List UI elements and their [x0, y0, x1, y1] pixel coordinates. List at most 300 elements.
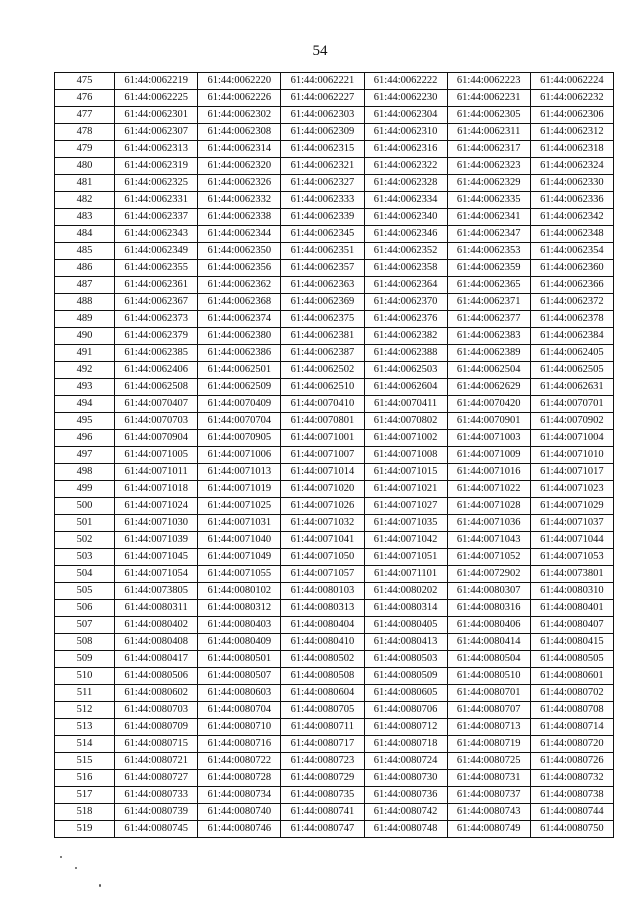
cadastral-number-cell: 61:44:0071050 [281, 549, 364, 566]
cadastral-number-cell: 61:44:0062375 [281, 311, 364, 328]
cadastral-number-cell: 61:44:0070703 [115, 413, 198, 430]
row-number-cell: 491 [55, 345, 115, 362]
row-number-cell: 492 [55, 362, 115, 379]
cadastral-number-cell: 61:44:0071101 [364, 566, 447, 583]
cadastral-number-cell: 61:44:0071031 [198, 515, 281, 532]
cadastral-number-cell: 61:44:0080732 [530, 770, 613, 787]
cadastral-number-cell: 61:44:0062316 [364, 141, 447, 158]
cadastral-number-cell: 61:44:0062631 [530, 379, 613, 396]
cadastral-number-cell: 61:44:0062363 [281, 277, 364, 294]
cadastral-number-cell: 61:44:0080712 [364, 719, 447, 736]
cadastral-number-cell: 61:44:0071045 [115, 549, 198, 566]
table-row [55, 124, 614, 141]
cadastral-number-cell: 61:44:0080731 [447, 770, 530, 787]
cadastral-number-cell: 61:44:0071053 [530, 549, 613, 566]
cadastral-number-cell: 61:44:0071042 [364, 532, 447, 549]
cadastral-number-cell: 61:44:0062339 [281, 209, 364, 226]
row-number-cell: 509 [55, 651, 115, 668]
cadastral-number-cell: 61:44:0062224 [530, 73, 613, 90]
cadastral-number-cell: 61:44:0071049 [198, 549, 281, 566]
cadastral-number-cell: 61:44:0080603 [198, 685, 281, 702]
cadastral-number-cell: 61:44:0080744 [530, 804, 613, 821]
table-row [55, 379, 614, 396]
cadastral-number-cell: 61:44:0071051 [364, 549, 447, 566]
row-number-cell: 479 [55, 141, 115, 158]
cadastral-number-cell: 61:44:0062365 [447, 277, 530, 294]
table-row [55, 549, 614, 566]
table-row [55, 617, 614, 634]
cadastral-number-cell: 61:44:0062227 [281, 90, 364, 107]
cadastral-number-cell: 61:44:0071021 [364, 481, 447, 498]
cadastral-number-cell: 61:44:0071023 [530, 481, 613, 498]
cadastral-number-cell: 61:44:0071026 [281, 498, 364, 515]
cadastral-number-cell: 61:44:0080714 [530, 719, 613, 736]
cadastral-number-cell: 61:44:0080705 [281, 702, 364, 719]
table-row [55, 107, 614, 124]
table-row [55, 396, 614, 413]
cadastral-number-cell: 61:44:0062326 [198, 175, 281, 192]
cadastral-number-cell: 61:44:0071007 [281, 447, 364, 464]
row-number-cell: 514 [55, 736, 115, 753]
cadastral-number-cell: 61:44:0062307 [115, 124, 198, 141]
cadastral-number-cell: 61:44:0080716 [198, 736, 281, 753]
cadastral-number-cell: 61:44:0062312 [530, 124, 613, 141]
cadastral-number-cell: 61:44:0062232 [530, 90, 613, 107]
cadastral-table [54, 72, 614, 838]
cadastral-number-cell: 61:44:0080102 [198, 583, 281, 600]
table-row [55, 600, 614, 617]
table-row [55, 447, 614, 464]
cadastral-number-cell: 61:44:0080415 [530, 634, 613, 651]
cadastral-number-cell: 61:44:0062370 [364, 294, 447, 311]
table-row [55, 634, 614, 651]
cadastral-number-cell: 61:44:0062302 [198, 107, 281, 124]
cadastral-number-cell: 61:44:0080409 [198, 634, 281, 651]
cadastral-number-cell: 61:44:0062360 [530, 260, 613, 277]
cadastral-number-cell: 61:44:0071010 [530, 447, 613, 464]
cadastral-number-cell: 61:44:0062335 [447, 192, 530, 209]
cadastral-number-cell: 61:44:0062323 [447, 158, 530, 175]
row-number-cell: 487 [55, 277, 115, 294]
table-body [55, 73, 614, 838]
cadastral-number-cell: 61:44:0080709 [115, 719, 198, 736]
cadastral-number-cell: 61:44:0071054 [115, 566, 198, 583]
cadastral-number-cell: 61:44:0062333 [281, 192, 364, 209]
cadastral-number-cell: 61:44:0062336 [530, 192, 613, 209]
table-row [55, 175, 614, 192]
cadastral-number-cell: 61:44:0062359 [447, 260, 530, 277]
cadastral-number-cell: 61:44:0080743 [447, 804, 530, 821]
cadastral-number-cell: 61:44:0080510 [447, 668, 530, 685]
row-number-cell: 490 [55, 328, 115, 345]
cadastral-number-cell: 61:44:0070904 [115, 430, 198, 447]
cadastral-number-cell: 61:44:0062374 [198, 311, 281, 328]
cadastral-number-cell: 61:44:0080505 [530, 651, 613, 668]
row-number-cell: 501 [55, 515, 115, 532]
cadastral-number-cell: 61:44:0070802 [364, 413, 447, 430]
table-row [55, 821, 614, 838]
table-row [55, 532, 614, 549]
table-row [55, 651, 614, 668]
cadastral-number-cell: 61:44:0073801 [530, 566, 613, 583]
row-number-cell: 482 [55, 192, 115, 209]
table-row [55, 736, 614, 753]
table-row [55, 719, 614, 736]
table-row [55, 277, 614, 294]
cadastral-number-cell: 61:44:0071027 [364, 498, 447, 515]
cadastral-number-cell: 61:44:0062364 [364, 277, 447, 294]
cadastral-number-cell: 61:44:0062230 [364, 90, 447, 107]
table-row [55, 566, 614, 583]
table-row [55, 328, 614, 345]
cadastral-number-cell: 61:44:0062629 [447, 379, 530, 396]
cadastral-number-cell: 61:44:0080724 [364, 753, 447, 770]
cadastral-number-cell: 61:44:0071028 [447, 498, 530, 515]
cadastral-number-cell: 61:44:0080729 [281, 770, 364, 787]
cadastral-number-cell: 61:44:0080405 [364, 617, 447, 634]
cadastral-number-cell: 61:44:0071036 [447, 515, 530, 532]
cadastral-number-cell: 61:44:0062330 [530, 175, 613, 192]
table-row [55, 481, 614, 498]
cadastral-number-cell: 61:44:0070801 [281, 413, 364, 430]
cadastral-number-cell: 61:44:0062314 [198, 141, 281, 158]
row-number-cell: 480 [55, 158, 115, 175]
cadastral-number-cell: 61:44:0062387 [281, 345, 364, 362]
table-row [55, 226, 614, 243]
cadastral-number-cell: 61:44:0080501 [198, 651, 281, 668]
cadastral-number-cell: 61:44:0080728 [198, 770, 281, 787]
cadastral-number-cell: 61:44:0062379 [115, 328, 198, 345]
cadastral-number-cell: 61:44:0080719 [447, 736, 530, 753]
cadastral-number-cell: 61:44:0080508 [281, 668, 364, 685]
cadastral-number-cell: 61:44:0071040 [198, 532, 281, 549]
cadastral-number-cell: 61:44:0062501 [198, 362, 281, 379]
row-number-cell: 475 [55, 73, 115, 90]
cadastral-number-cell: 61:44:0080504 [447, 651, 530, 668]
row-number-cell: 494 [55, 396, 115, 413]
table-row [55, 702, 614, 719]
cadastral-number-cell: 61:44:0080717 [281, 736, 364, 753]
table-row [55, 498, 614, 515]
cadastral-number-cell: 61:44:0062389 [447, 345, 530, 362]
cadastral-number-cell: 61:44:0071016 [447, 464, 530, 481]
row-number-cell: 481 [55, 175, 115, 192]
cadastral-number-cell: 61:44:0062306 [530, 107, 613, 124]
cadastral-number-cell: 61:44:0071014 [281, 464, 364, 481]
cadastral-number-cell: 61:44:0080307 [447, 583, 530, 600]
table-row [55, 362, 614, 379]
cadastral-number-cell: 61:44:0071009 [447, 447, 530, 464]
cadastral-number-cell: 61:44:0062503 [364, 362, 447, 379]
row-number-cell: 518 [55, 804, 115, 821]
cadastral-number-cell: 61:44:0070409 [198, 396, 281, 413]
cadastral-number-cell: 61:44:0080403 [198, 617, 281, 634]
table-row [55, 787, 614, 804]
cadastral-number-cell: 61:44:0062341 [447, 209, 530, 226]
cadastral-number-cell: 61:44:0062328 [364, 175, 447, 192]
cadastral-number-cell: 61:44:0080713 [447, 719, 530, 736]
table-row [55, 141, 614, 158]
cadastral-number-cell: 61:44:0080314 [364, 600, 447, 617]
cadastral-number-cell: 61:44:0062504 [447, 362, 530, 379]
cadastral-number-cell: 61:44:0062331 [115, 192, 198, 209]
row-number-cell: 513 [55, 719, 115, 736]
cadastral-number-cell: 61:44:0062380 [198, 328, 281, 345]
cadastral-number-cell: 61:44:0071004 [530, 430, 613, 447]
cadastral-number-cell: 61:44:0071035 [364, 515, 447, 532]
cadastral-number-cell: 61:44:0080407 [530, 617, 613, 634]
row-number-cell: 504 [55, 566, 115, 583]
table-row [55, 311, 614, 328]
cadastral-number-cell: 61:44:0062301 [115, 107, 198, 124]
table-row [55, 413, 614, 430]
cadastral-number-cell: 61:44:0080722 [198, 753, 281, 770]
cadastral-number-cell: 61:44:0070411 [364, 396, 447, 413]
cadastral-number-cell: 61:44:0062366 [530, 277, 613, 294]
cadastral-number-cell: 61:44:0071019 [198, 481, 281, 498]
cadastral-number-cell: 61:44:0062406 [115, 362, 198, 379]
cadastral-number-cell: 61:44:0062353 [447, 243, 530, 260]
row-number-cell: 483 [55, 209, 115, 226]
cadastral-number-cell: 61:44:0080739 [115, 804, 198, 821]
cadastral-number-cell: 61:44:0080742 [364, 804, 447, 821]
cadastral-number-cell: 61:44:0062344 [198, 226, 281, 243]
cadastral-number-cell: 61:44:0062320 [198, 158, 281, 175]
cadastral-number-cell: 61:44:0080502 [281, 651, 364, 668]
cadastral-number-cell: 61:44:0062367 [115, 294, 198, 311]
cadastral-number-cell: 61:44:0062378 [530, 311, 613, 328]
row-number-cell: 486 [55, 260, 115, 277]
cadastral-number-cell: 61:44:0073805 [115, 583, 198, 600]
cadastral-number-cell: 61:44:0080410 [281, 634, 364, 651]
cadastral-number-cell: 61:44:0062508 [115, 379, 198, 396]
cadastral-number-cell: 61:44:0071011 [115, 464, 198, 481]
cadastral-number-cell: 61:44:0080503 [364, 651, 447, 668]
cadastral-number-cell: 61:44:0080749 [447, 821, 530, 838]
cadastral-number-cell: 61:44:0080711 [281, 719, 364, 736]
cadastral-number-cell: 61:44:0080733 [115, 787, 198, 804]
table-row [55, 260, 614, 277]
cadastral-number-cell: 61:44:0062372 [530, 294, 613, 311]
cadastral-number-cell: 61:44:0062505 [530, 362, 613, 379]
cadastral-number-cell: 61:44:0062354 [530, 243, 613, 260]
cadastral-number-cell: 61:44:0062371 [447, 294, 530, 311]
cadastral-number-cell: 61:44:0071030 [115, 515, 198, 532]
cadastral-number-cell: 61:44:0062338 [198, 209, 281, 226]
cadastral-number-cell: 61:44:0080721 [115, 753, 198, 770]
row-number-cell: 512 [55, 702, 115, 719]
cadastral-number-cell: 61:44:0080738 [530, 787, 613, 804]
cadastral-number-cell: 61:44:0062226 [198, 90, 281, 107]
table-row [55, 209, 614, 226]
cadastral-number-cell: 61:44:0062219 [115, 73, 198, 90]
cadastral-number-cell: 61:44:0062347 [447, 226, 530, 243]
cadastral-number-cell: 61:44:0062604 [364, 379, 447, 396]
cadastral-number-cell: 61:44:0062369 [281, 294, 364, 311]
row-number-cell: 503 [55, 549, 115, 566]
table-row [55, 804, 614, 821]
cadastral-number-cell: 61:44:0062358 [364, 260, 447, 277]
cadastral-number-cell: 61:44:0062225 [115, 90, 198, 107]
cadastral-number-cell: 61:44:0062340 [364, 209, 447, 226]
table-row [55, 345, 614, 362]
row-number-cell: 517 [55, 787, 115, 804]
row-number-cell: 508 [55, 634, 115, 651]
cadastral-number-cell: 61:44:0080401 [530, 600, 613, 617]
cadastral-number-cell: 61:44:0062337 [115, 209, 198, 226]
cadastral-number-cell: 61:44:0080604 [281, 685, 364, 702]
cadastral-number-cell: 61:44:0080703 [115, 702, 198, 719]
table-row [55, 753, 614, 770]
table-row [55, 430, 614, 447]
cadastral-number-cell: 61:44:0062222 [364, 73, 447, 90]
cadastral-number-cell: 61:44:0080313 [281, 600, 364, 617]
row-number-cell: 519 [55, 821, 115, 838]
cadastral-number-cell: 61:44:0080706 [364, 702, 447, 719]
cadastral-number-cell: 61:44:0080745 [115, 821, 198, 838]
cadastral-number-cell: 61:44:0071018 [115, 481, 198, 498]
cadastral-number-cell: 61:44:0062383 [447, 328, 530, 345]
cadastral-number-cell: 61:44:0062361 [115, 277, 198, 294]
table-row [55, 73, 614, 90]
cadastral-number-cell: 61:44:0080741 [281, 804, 364, 821]
cadastral-number-cell: 61:44:0062305 [447, 107, 530, 124]
cadastral-number-cell: 61:44:0080414 [447, 634, 530, 651]
cadastral-number-cell: 61:44:0062350 [198, 243, 281, 260]
cadastral-number-cell: 61:44:0062388 [364, 345, 447, 362]
cadastral-number-cell: 61:44:0062509 [198, 379, 281, 396]
table-row [55, 158, 614, 175]
cadastral-number-cell: 61:44:0080605 [364, 685, 447, 702]
row-number-cell: 498 [55, 464, 115, 481]
cadastral-number-cell: 61:44:0062385 [115, 345, 198, 362]
cadastral-number-cell: 61:44:0080737 [447, 787, 530, 804]
cadastral-number-cell: 61:44:0071024 [115, 498, 198, 515]
table-row [55, 770, 614, 787]
cadastral-number-cell: 61:44:0062327 [281, 175, 364, 192]
table-row [55, 243, 614, 260]
row-number-cell: 515 [55, 753, 115, 770]
cadastral-number-cell: 61:44:0080509 [364, 668, 447, 685]
cadastral-number-cell: 61:44:0062311 [447, 124, 530, 141]
cadastral-number-cell: 61:44:0062346 [364, 226, 447, 243]
cadastral-number-cell: 61:44:0080507 [198, 668, 281, 685]
cadastral-number-cell: 61:44:0080406 [447, 617, 530, 634]
cadastral-number-cell: 61:44:0080601 [530, 668, 613, 685]
cadastral-number-cell: 61:44:0080602 [115, 685, 198, 702]
cadastral-number-cell: 61:44:0080725 [447, 753, 530, 770]
cadastral-number-cell: 61:44:0080404 [281, 617, 364, 634]
cadastral-number-cell: 61:44:0071057 [281, 566, 364, 583]
row-number-cell: 478 [55, 124, 115, 141]
cadastral-number-cell: 61:44:0080720 [530, 736, 613, 753]
cadastral-number-cell: 61:44:0062356 [198, 260, 281, 277]
cadastral-number-cell: 61:44:0062319 [115, 158, 198, 175]
cadastral-number-cell: 61:44:0080726 [530, 753, 613, 770]
cadastral-number-cell: 61:44:0080740 [198, 804, 281, 821]
row-number-cell: 497 [55, 447, 115, 464]
scan-speck [60, 856, 62, 858]
cadastral-number-cell: 61:44:0080708 [530, 702, 613, 719]
row-number-cell: 495 [55, 413, 115, 430]
cadastral-number-cell: 61:44:0080723 [281, 753, 364, 770]
cadastral-number-cell: 61:44:0062382 [364, 328, 447, 345]
cadastral-number-cell: 61:44:0062315 [281, 141, 364, 158]
scan-speck [99, 884, 101, 887]
cadastral-number-cell: 61:44:0062405 [530, 345, 613, 362]
cadastral-number-cell: 61:44:0062318 [530, 141, 613, 158]
cadastral-number-cell: 61:44:0062345 [281, 226, 364, 243]
cadastral-number-cell: 61:44:0071022 [447, 481, 530, 498]
page-number: 54 [312, 43, 328, 59]
cadastral-number-cell: 61:44:0071015 [364, 464, 447, 481]
cadastral-number-cell: 61:44:0071013 [198, 464, 281, 481]
cadastral-number-cell: 61:44:0080710 [198, 719, 281, 736]
cadastral-number-cell: 61:44:0062355 [115, 260, 198, 277]
cadastral-number-cell: 61:44:0062502 [281, 362, 364, 379]
row-number-cell: 493 [55, 379, 115, 396]
cadastral-number-cell: 61:44:0071043 [447, 532, 530, 549]
cadastral-number-cell: 61:44:0080310 [530, 583, 613, 600]
cadastral-number-cell: 61:44:0080707 [447, 702, 530, 719]
cadastral-number-cell: 61:44:0080748 [364, 821, 447, 838]
cadastral-number-cell: 61:44:0062308 [198, 124, 281, 141]
cadastral-number-cell: 61:44:0062221 [281, 73, 364, 90]
table-row [55, 192, 614, 209]
row-number-cell: 502 [55, 532, 115, 549]
cadastral-number-cell: 61:44:0071032 [281, 515, 364, 532]
cadastral-number-cell: 61:44:0070701 [530, 396, 613, 413]
cadastral-number-cell: 61:44:0062310 [364, 124, 447, 141]
cadastral-number-cell: 61:44:0071008 [364, 447, 447, 464]
row-number-cell: 496 [55, 430, 115, 447]
cadastral-number-cell: 61:44:0062386 [198, 345, 281, 362]
scan-speck [75, 867, 77, 869]
cadastral-number-cell: 61:44:0062510 [281, 379, 364, 396]
cadastral-number-cell: 61:44:0070704 [198, 413, 281, 430]
cadastral-number-cell: 61:44:0062322 [364, 158, 447, 175]
cadastral-number-cell: 61:44:0062325 [115, 175, 198, 192]
cadastral-number-cell: 61:44:0062324 [530, 158, 613, 175]
row-number-cell: 511 [55, 685, 115, 702]
cadastral-number-cell: 61:44:0080750 [530, 821, 613, 838]
row-number-cell: 516 [55, 770, 115, 787]
cadastral-number-cell: 61:44:0071006 [198, 447, 281, 464]
row-number-cell: 485 [55, 243, 115, 260]
cadastral-number-cell: 61:44:0062317 [447, 141, 530, 158]
cadastral-number-cell: 61:44:0062343 [115, 226, 198, 243]
cadastral-number-cell: 61:44:0071017 [530, 464, 613, 481]
row-number-cell: 484 [55, 226, 115, 243]
cadastral-number-cell: 61:44:0080715 [115, 736, 198, 753]
cadastral-number-cell: 61:44:0070905 [198, 430, 281, 447]
cadastral-number-cell: 61:44:0080734 [198, 787, 281, 804]
cadastral-number-cell: 61:44:0062377 [447, 311, 530, 328]
row-number-cell: 507 [55, 617, 115, 634]
cadastral-number-cell: 61:44:0070902 [530, 413, 613, 430]
cadastral-number-cell: 61:44:0080736 [364, 787, 447, 804]
cadastral-number-cell: 61:44:0080702 [530, 685, 613, 702]
cadastral-number-cell: 61:44:0080311 [115, 600, 198, 617]
cadastral-number-cell: 61:44:0080312 [198, 600, 281, 617]
cadastral-number-cell: 61:44:0071052 [447, 549, 530, 566]
cadastral-number-cell: 61:44:0071029 [530, 498, 613, 515]
cadastral-number-cell: 61:44:0072902 [447, 566, 530, 583]
table-row [55, 294, 614, 311]
cadastral-number-cell: 61:44:0071055 [198, 566, 281, 583]
cadastral-number-cell: 61:44:0070420 [447, 396, 530, 413]
cadastral-number-cell: 61:44:0070901 [447, 413, 530, 430]
